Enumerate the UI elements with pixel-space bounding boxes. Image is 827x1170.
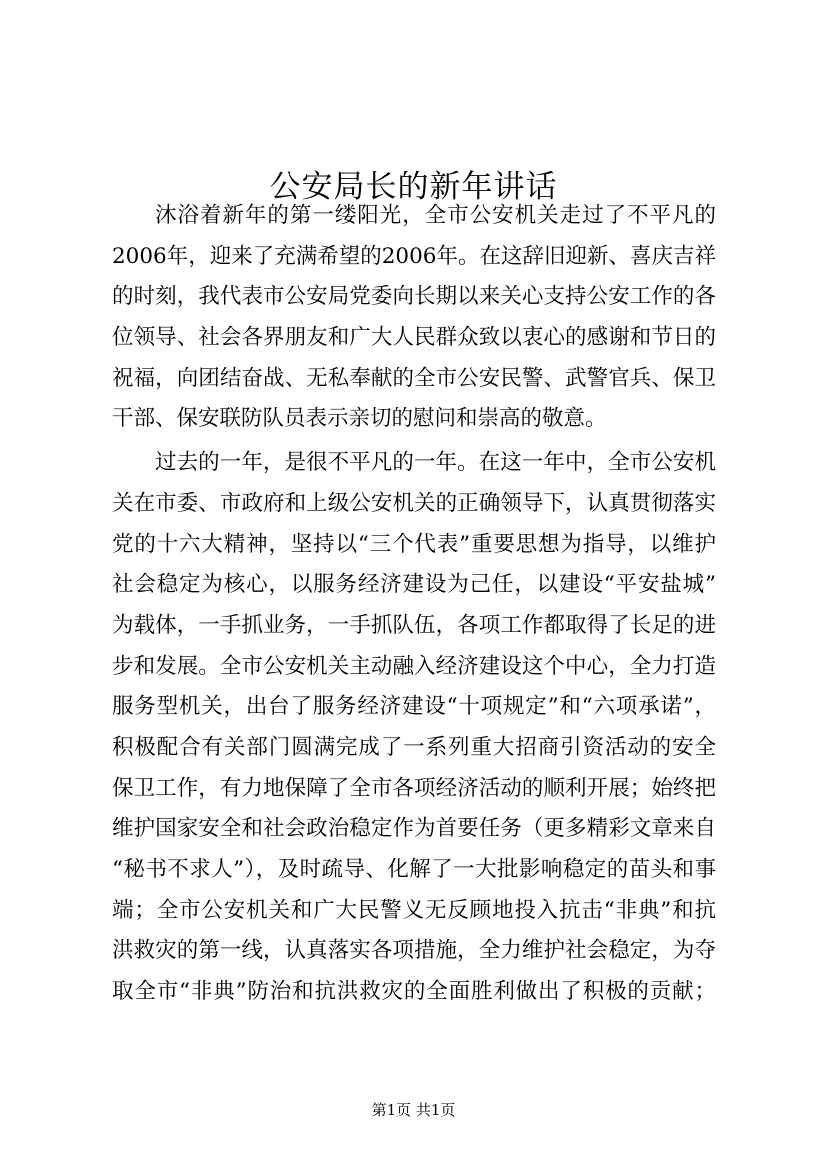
document-title: 公安局长的新年讲话	[269, 168, 558, 205]
paragraph-1-line: 干部、保安联防队员表示亲切的慰问和崇高的敬意。	[112, 406, 607, 432]
paragraph-1-line: 的时刻，我代表市公安局党委向长期以来关心支持公安工作的各	[112, 284, 716, 310]
paragraph-2-line: 端；全市公安机关和广大民警义无反顾地投入抗击“非典”和抗	[112, 897, 716, 923]
paragraph-2-line: 过去的一年，是很不平凡的一年。在这一年中，全市公安机	[155, 450, 716, 476]
paragraph-1-line: 沐浴着新年的第一缕阳光，全市公安机关走过了不平凡的	[155, 203, 716, 228]
paragraph-2-line: 社会稳定为核心，以服务经济建设为己任，以建设“平安盐城”	[112, 572, 716, 598]
paragraph-2-line: 洪救灾的第一线，认真落实各项措施，全力维护社会稳定，为夺	[112, 938, 716, 964]
page-number-footer: 第1页 共1页	[371, 1101, 456, 1119]
paragraph-1-line: 祝福，向团结奋战、无私奉献的全市公安民警、武警官兵、保卫	[112, 365, 716, 391]
paragraph-2-line: 维护国家安全和社会政治稳定作为首要任务（更多精彩文章来自	[112, 816, 716, 842]
paragraph-2-line: 步和发展。全市公安机关主动融入经济建设这个中心，全力打造	[112, 653, 716, 679]
paragraph-2-line: 党的十六大精神，坚持以“三个代表”重要思想为指导，以维护	[112, 531, 716, 557]
paragraph-2-line: 保卫工作，有力地保障了全市各项经济活动的顺利开展；始终把	[112, 775, 716, 801]
paragraph-2-line: 服务型机关，出台了服务经济建设“十项规定”和“六项承诺”，	[112, 694, 716, 720]
paragraph-2-line: “秘书不求人”），及时疏导、化解了一大批影响稳定的苗头和事	[112, 857, 716, 882]
paragraph-1-line: 2006年，迎来了充满希望的2006年。在这辞旧迎新、喜庆吉祥	[112, 243, 716, 269]
paragraph-2-line: 关在市委、市政府和上级公安机关的正确领导下，认真贯彻落实	[112, 490, 716, 516]
paragraph-2-line: 积极配合有关部门圆满完成了一系列重大招商引资活动的安全	[112, 734, 716, 760]
document-body	[112, 196, 716, 1013]
paragraph-1-line: 位领导、社会各界朋友和广大人民群众致以衷心的感谢和节日的	[112, 325, 716, 351]
paragraph-2-line: 为载体，一手抓业务，一手抓队伍，各项工作都取得了长足的进	[112, 612, 716, 638]
paragraph-2-line: 取全市“非典”防治和抗洪救灾的全面胜利做出了积极的贡献；	[112, 979, 716, 1005]
